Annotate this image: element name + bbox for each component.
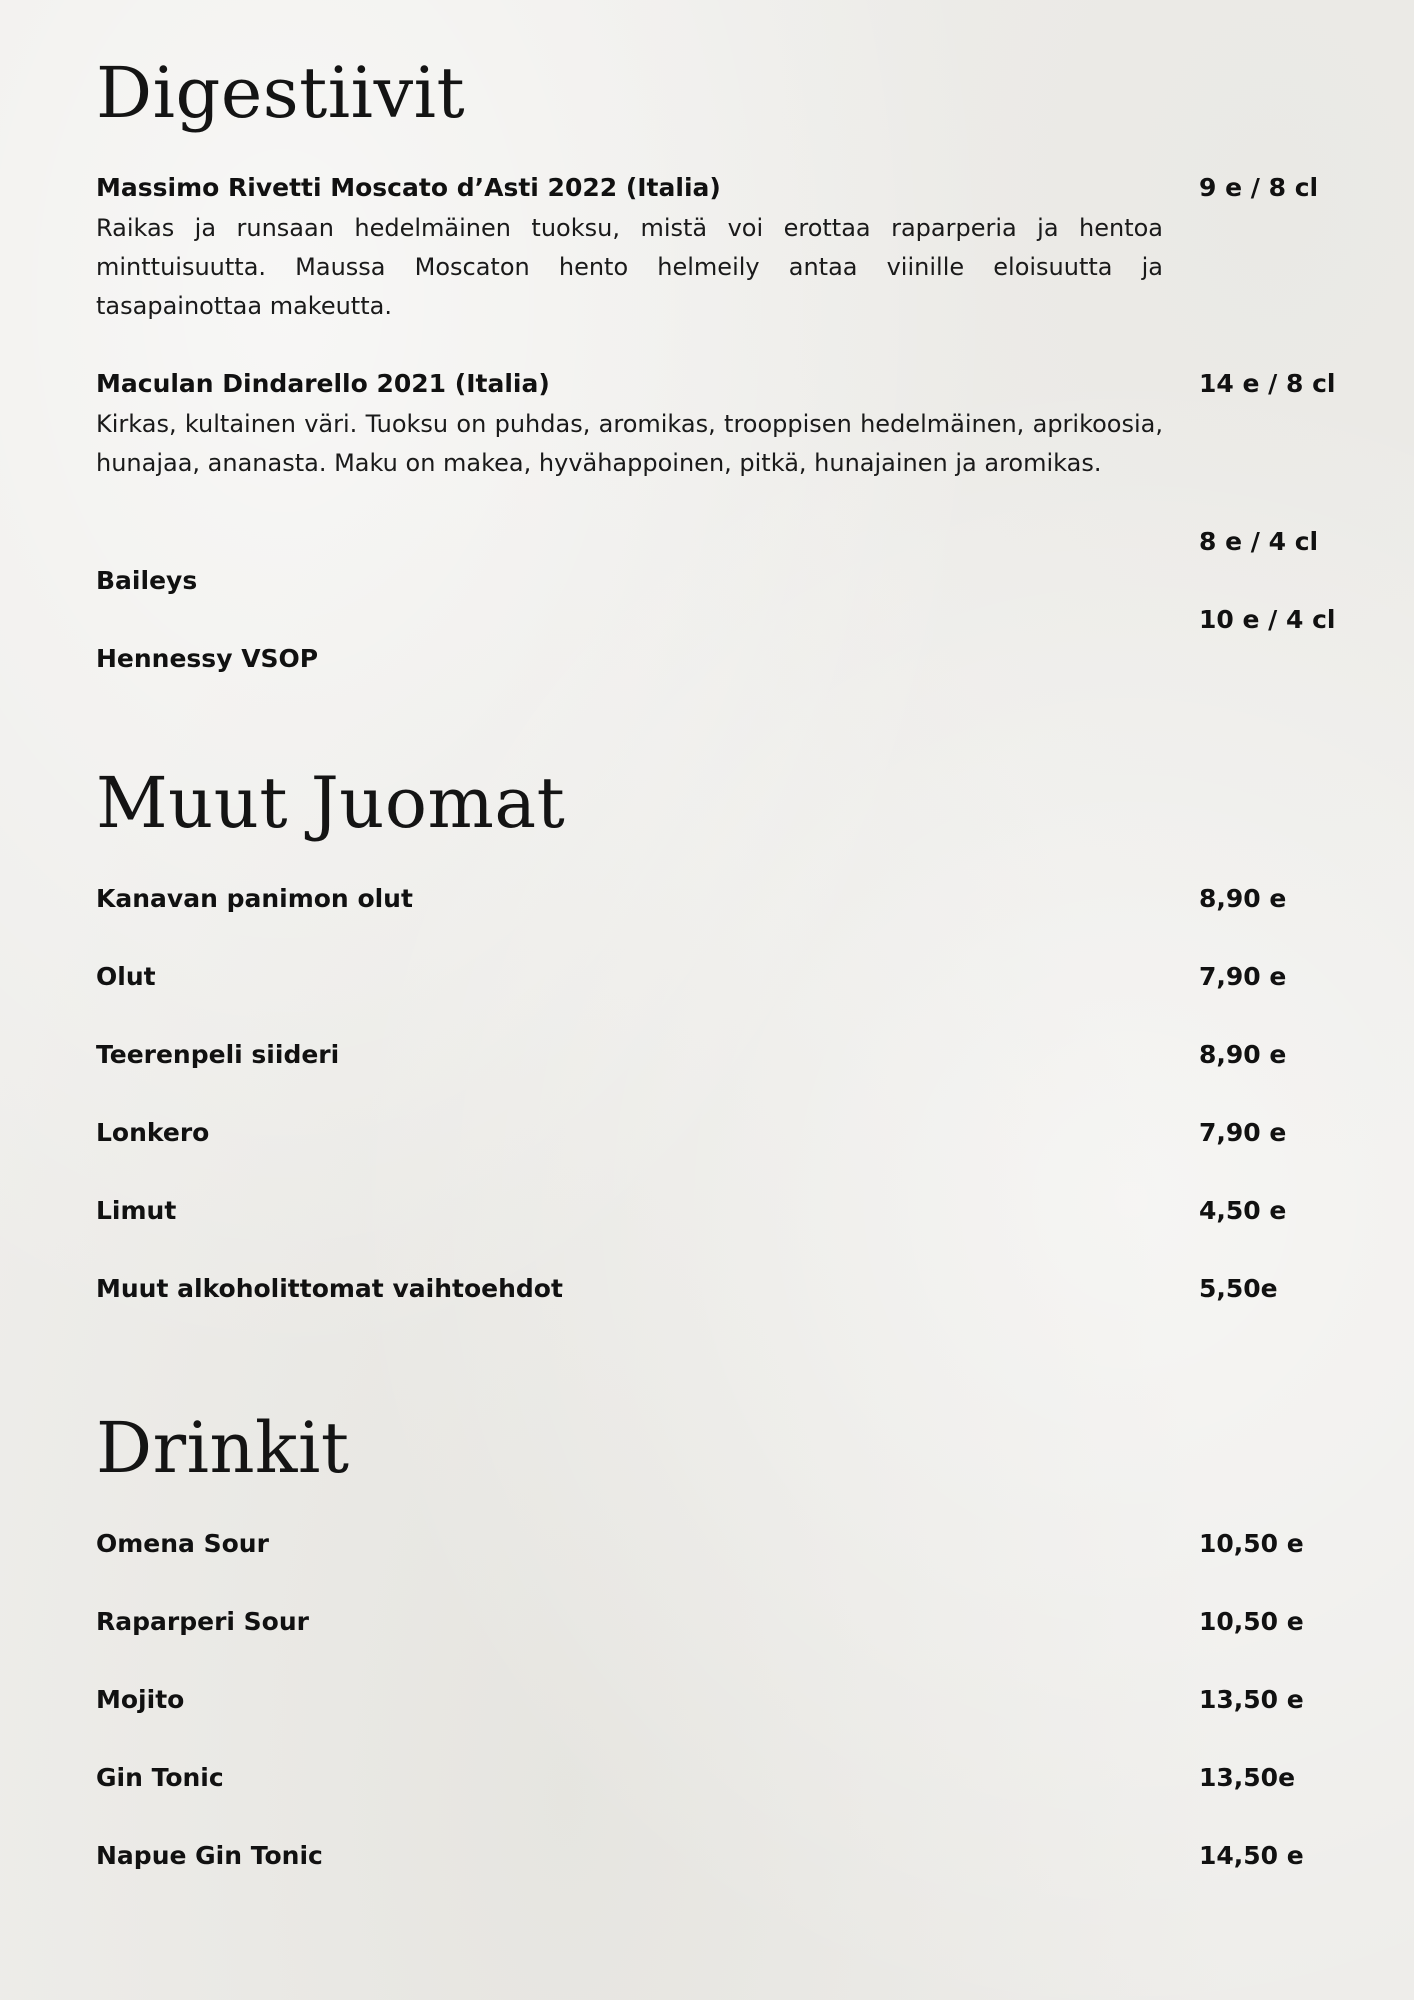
menu-item-price: 9 e / 8 cl [1199,173,1319,202]
menu-item-name: Teerenpeli siideri [96,1040,340,1069]
menu-item-name: Baileys [96,566,198,595]
menu-item-price: 8,90 e [1199,884,1287,913]
menu-item-name: Lonkero [96,1118,210,1147]
menu-item-price: 13,50e [1199,1763,1296,1792]
menu-item-name: Gin Tonic [96,1763,224,1792]
menu-item-name: Hennessy VSOP [96,644,319,673]
menu-item-price: 10,50 e [1199,1607,1304,1636]
menu-item-price: 10 e / 4 cl [1199,605,1336,634]
menu-item-name: Olut [96,962,156,991]
section-title-drinkit: Drinkit [96,1407,350,1489]
menu-item-price: 4,50 e [1199,1196,1287,1225]
menu-item-price: 7,90 e [1199,962,1287,991]
menu-item-price: 8 e / 4 cl [1199,527,1319,556]
menu-item-name: Massimo Rivetti Moscato d’Asti 2022 (Italia) [96,173,721,202]
menu-item-price: 7,90 e [1199,1118,1287,1147]
menu-item-name: Limut [96,1196,177,1225]
menu-item-price: 10,50 e [1199,1529,1304,1558]
menu-item-price: 14 e / 8 cl [1199,369,1336,398]
menu-item-price: 5,50e [1199,1274,1278,1303]
menu-item-name: Maculan Dindarello 2021 (Italia) [96,369,550,398]
menu-item-name: Muut alkoholittomat vaihtoehdot [96,1274,563,1303]
menu-item-name: Raparperi Sour [96,1607,309,1636]
section-title-digestiivit: Digestiivit [96,52,466,134]
menu-item-price: 8,90 e [1199,1040,1287,1069]
menu-item-description: Kirkas, kultainen väri. Tuoksu on puhdas, aromikas, trooppisen hedelmäinen, aprikoosia, hunajaa, ananasta. Maku on makea, hyvähappoinen, pitkä, hunajainen ja aromikas. [96,410,1163,477]
menu-item-price: 13,50 e [1199,1685,1304,1714]
menu-item-name: Omena Sour [96,1529,269,1558]
menu-item-description: Raikas ja runsaan hedelmäinen tuoksu, mistä voi erottaa raparperia ja hentoa minttuisuutta. Maussa Moscaton hento helmeily antaa viinille eloisuutta ja tasapainottaa makeutta. [96,214,1163,320]
menu-item-name: Napue Gin Tonic [96,1841,323,1870]
menu-item-name: Mojito [96,1685,185,1714]
section-title-muut-juomat: Muut Juomat [96,762,566,844]
menu-item-price: 14,50 e [1199,1841,1304,1870]
menu-item-name: Kanavan panimon olut [96,884,413,913]
